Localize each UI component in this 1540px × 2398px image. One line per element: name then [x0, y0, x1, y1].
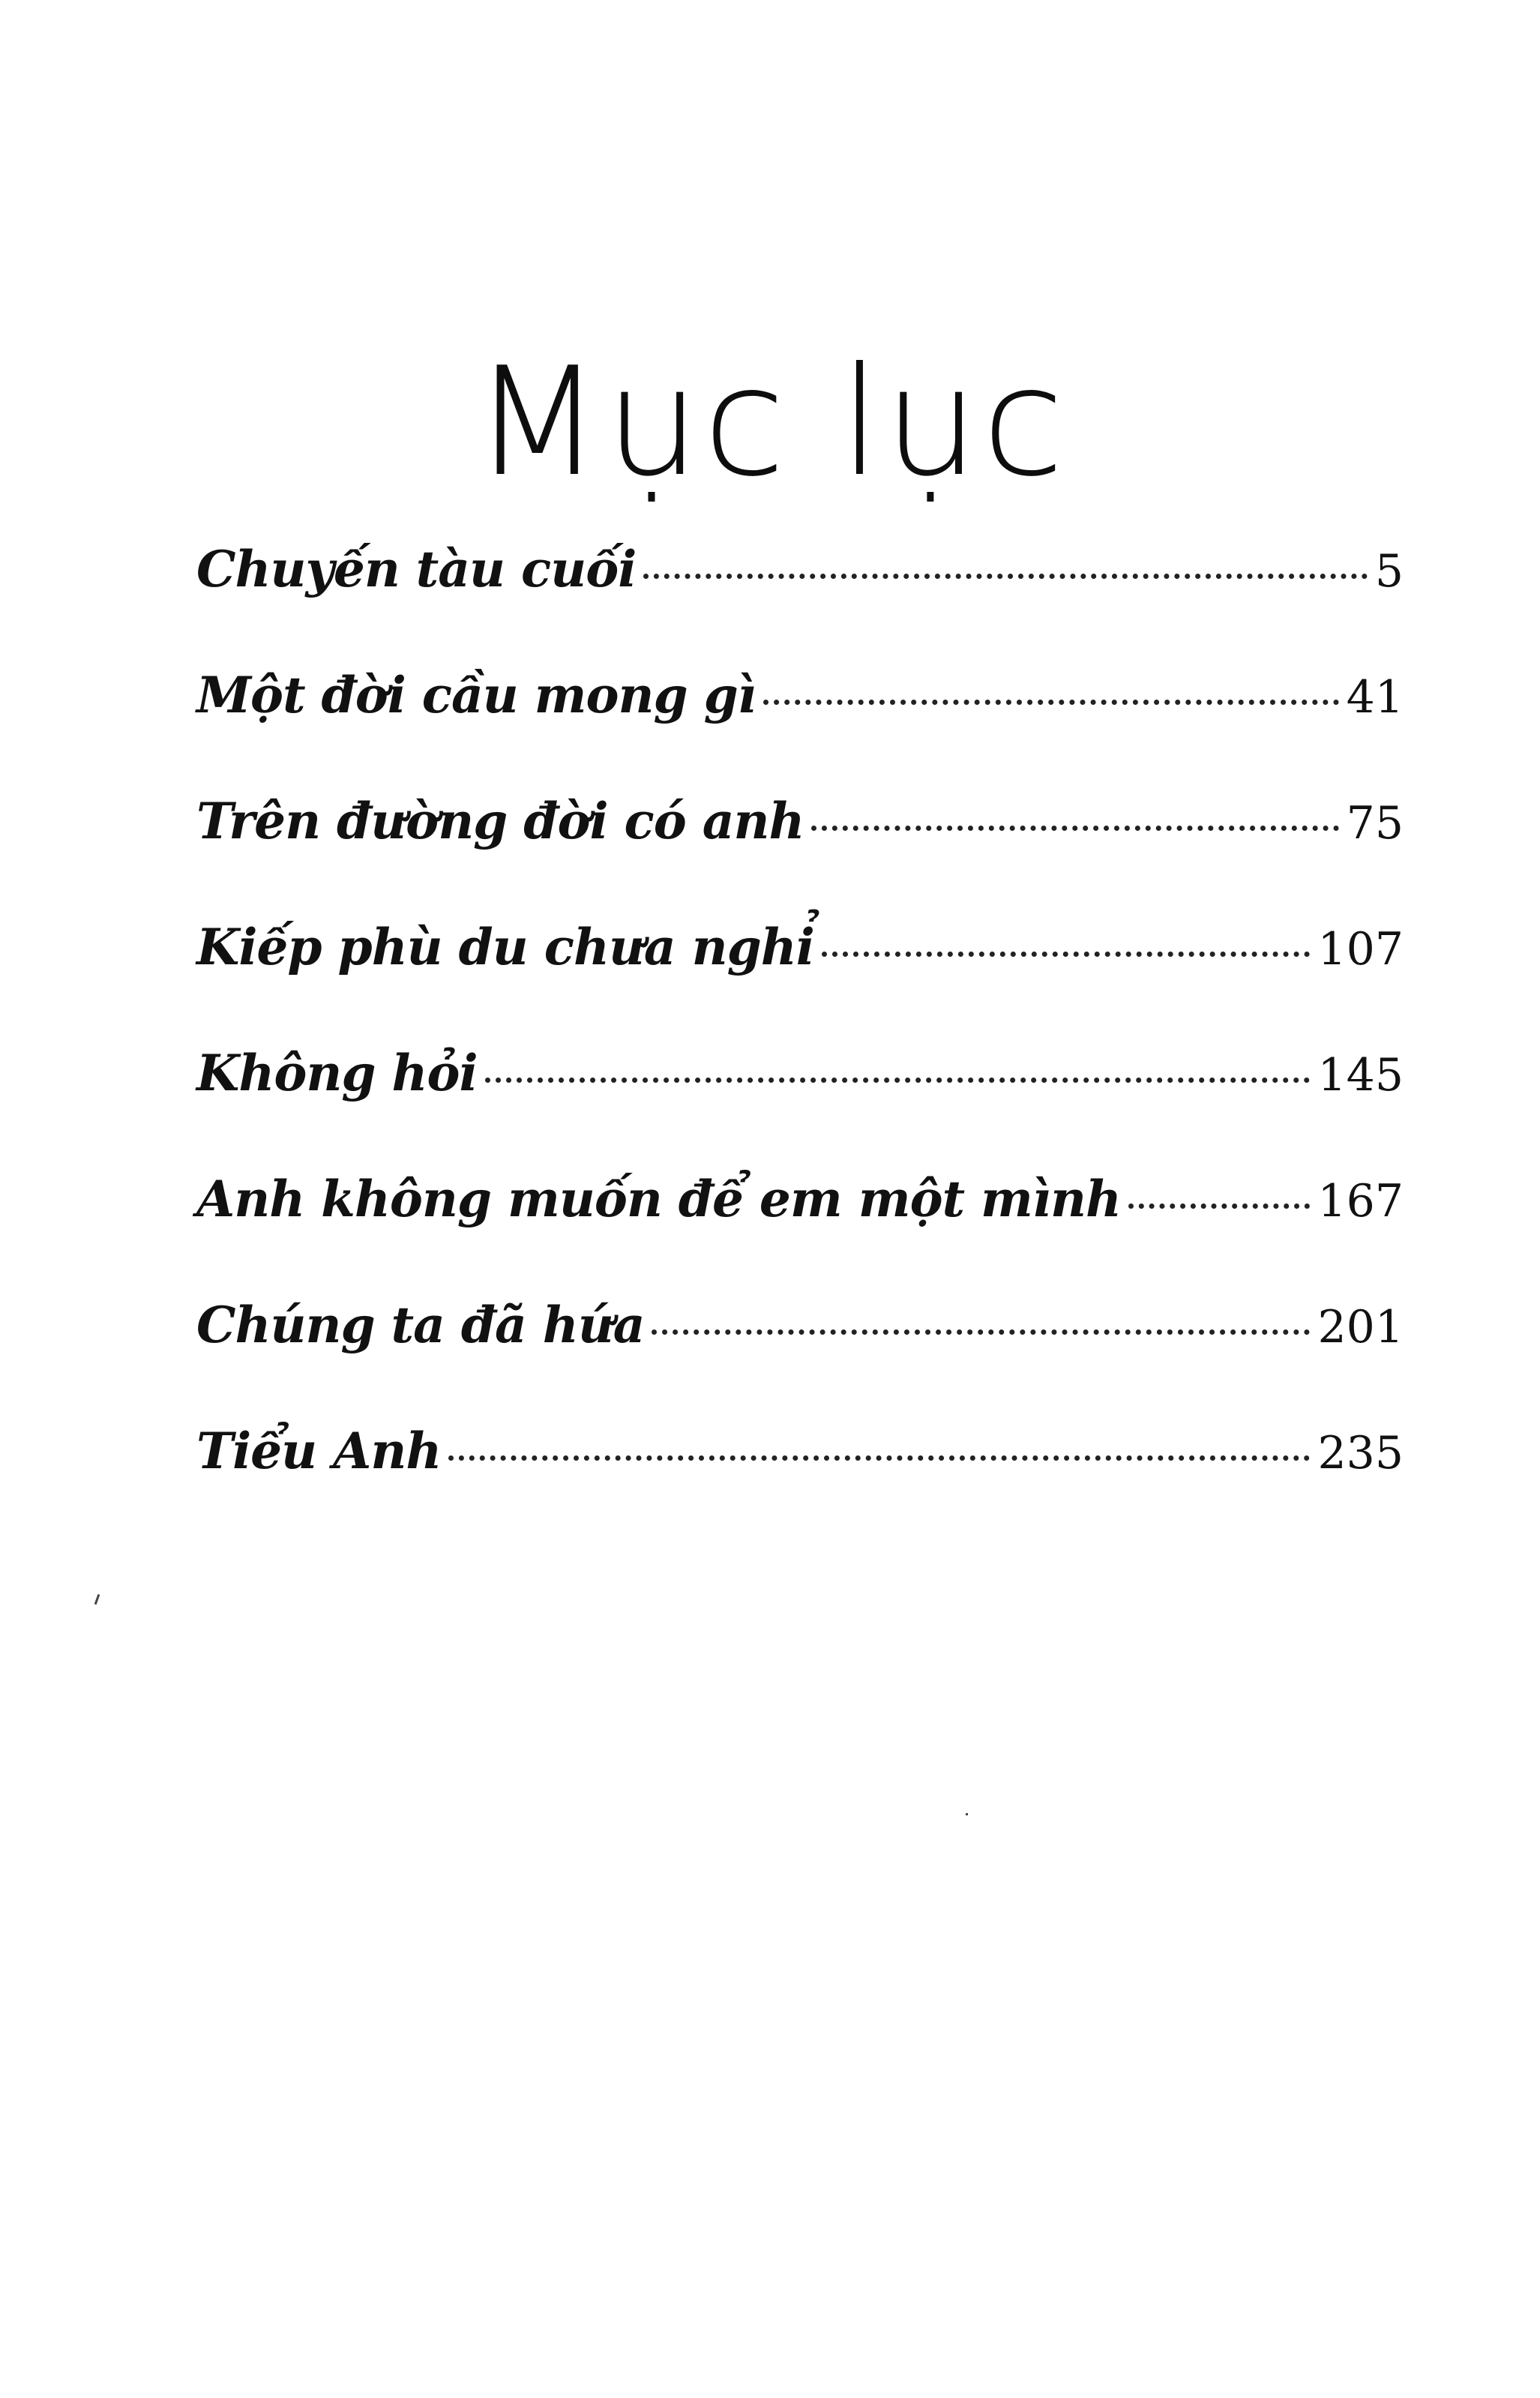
page-number: 107 [1317, 923, 1404, 976]
dot-leader [448, 1455, 1310, 1461]
entry-title: Anh không muốn để em một mình [196, 1170, 1121, 1228]
toc-entry[interactable] [196, 1044, 1404, 1170]
scan-speck [966, 1813, 968, 1815]
toc-entry[interactable] [196, 918, 1404, 1044]
toc-entry[interactable] [196, 1296, 1404, 1422]
entry-title: Trên đường đời có anh [196, 792, 804, 850]
entry-title: Không hỏi [196, 1044, 478, 1102]
entry-title: Chúng ta đã hứa [196, 1296, 645, 1354]
dot-leader [1128, 1203, 1311, 1209]
dot-leader [811, 826, 1338, 831]
toc-entry[interactable] [196, 792, 1404, 918]
page-number: 235 [1317, 1427, 1404, 1479]
entry-title: Chuyến tàu cuối [196, 540, 637, 598]
toc-entry[interactable] [196, 540, 1404, 666]
entry-title: Một đời cầu mong gì [196, 666, 756, 724]
toc-entry[interactable] [196, 1170, 1404, 1296]
page-number: 5 [1374, 545, 1404, 598]
page-number: 41 [1346, 671, 1404, 724]
entry-title: Kiếp phù du chưa nghỉ [196, 918, 814, 976]
page-number: 201 [1317, 1301, 1404, 1353]
page-number: 145 [1317, 1049, 1404, 1102]
page-number: 167 [1317, 1175, 1404, 1227]
page-title: Mục lục [472, 335, 1068, 510]
dot-leader [822, 952, 1311, 957]
toc-entry[interactable] [196, 666, 1404, 792]
dot-leader [643, 574, 1368, 579]
entry-title: Tiểu Anh [196, 1422, 442, 1480]
toc-entry[interactable] [196, 1422, 1404, 1548]
dot-leader [652, 1329, 1310, 1335]
toc-list [196, 540, 1404, 1548]
dot-leader [485, 1078, 1311, 1083]
dot-leader [763, 700, 1339, 705]
scan-speck [94, 1594, 100, 1605]
page-number: 75 [1346, 797, 1404, 850]
